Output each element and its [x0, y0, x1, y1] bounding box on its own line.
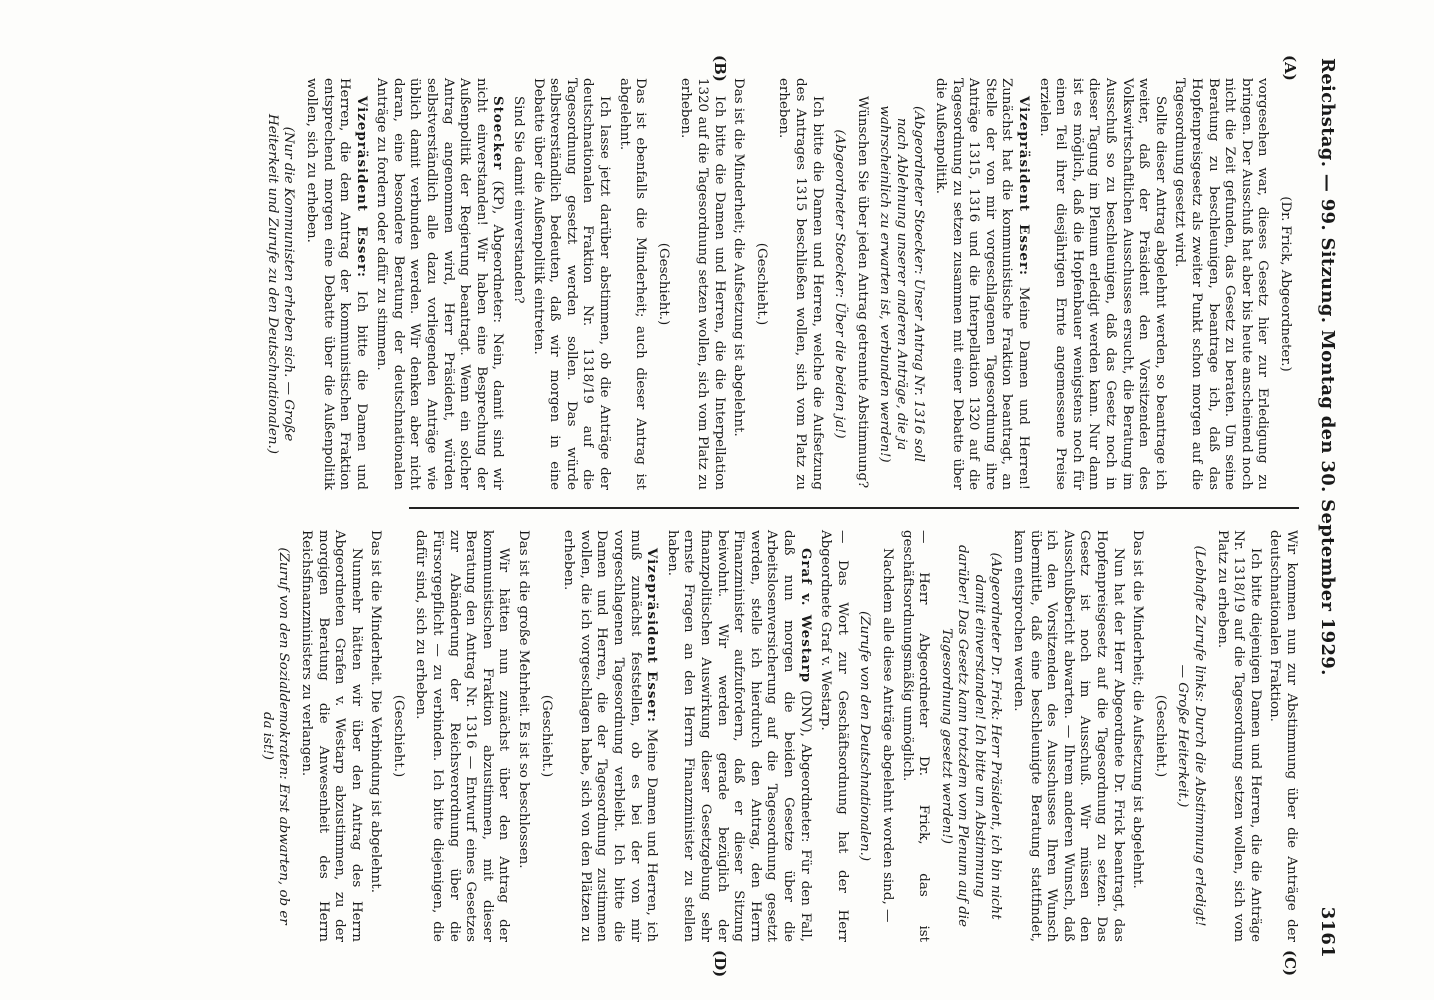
paragraph: [752, 78, 769, 490]
paragraph: [878, 530, 895, 942]
paragraph-text: Meine Damen und Herren! Zunächst hat die kommunistische Fraktion beantragt, an Stelle der von mir vorgeschlagenen Tagesordnung ihre Anträge 1315, 1316 und die Interpellation 1320 auf die Tagesordnung zu setzen zusammen mit einer Debatte über die Außenpolitik.: [933, 78, 1032, 490]
paragraph-text: vorgesehen war, dieses Gesetz hier zur Erledigung zu bringen. Der Ausschuß hat aber bis heute anscheinend noch nicht die Zeit gefunden, das Gesetz zu beraten. Um seine Beratung zu beschleunigen, beantrage ich, daß das Hopfenpreisgesetz als zweiter Punkt schon morgen auf die Tagesordnung gesetzt wird.: [1172, 78, 1271, 490]
paragraph-text: (Zurufe von den Deutschnationalen.): [857, 610, 873, 862]
paragraph-text: Nun hat der Herr Abgeordnete Dr. Frick beantragt, das Hopfenpreisgesetz auf die Tagesordnung zu setzen. Das Gesetz ist noch im Ausschuß. Wir müssen den Ausschußbericht abwarten. — Ihrem anderen Wunsch, daß ich den Vorsitzenden des Ausschusses Ihren Wunsch übermittle, daß eine beschleunigte Beratung stattfindet, kann entsprochen werden.: [1011, 530, 1126, 942]
page-number: 3161: [1317, 906, 1338, 958]
margin-mark-d: (D): [711, 950, 729, 978]
paragraph-text: Ich bitte die Damen und Herren, die dem Antrag der kommunistischen Fraktion entsprechend morgen eine Debatte über die Außenpolitik wollen, sich zu erheben.: [303, 78, 369, 490]
paragraph: [932, 78, 1033, 490]
paragraph-text: (Abgeordneter Stoecker: Über die beiden ja!): [832, 129, 848, 439]
page-header: [1310, 58, 1338, 958]
paragraph-text: Sind Sie damit einverstanden?: [511, 96, 527, 304]
paragraph-text: Wir kommen nun zur Abstimmung über die Anträge der deutschnationalen Fraktion.: [1267, 530, 1299, 942]
paragraph: [514, 530, 531, 942]
paragraph-text: Ich bitte diejenigen Damen und Herren, die die Anträge Nr. 1318/19 auf die Tagesordnung setzen wollen, sich vom Platz zu erheben.: [1214, 530, 1263, 942]
paragraph-text: (KP), Abgeordneter: Nein, damit sind wir nicht einverstanden! Wir haben eine Besprechung der Außenpolitik der Regierung beantragt. Wenn ein solcher Antrag angenommen wird, Herr Präsident, würden selbstverständlich alle dazu vorliegenden Anträge wie üblich damit verbunden werden. Wir denken aber nicht daran, eine besondere Beratung der deutschnationalen Anträge zu fordern oder dafür zu stimmen.: [374, 78, 506, 490]
paragraph: [876, 92, 926, 476]
paragraph: [775, 78, 825, 490]
speaker-name: Graf v. Westarp: [797, 548, 814, 684]
paragraph-text: Das ist die Minderheit. Die Verbindung ist abgelehnt.: [368, 530, 384, 893]
paragraph-text: Das ist die Minderheit; die Aufsetzung ist abgelehnt.: [1130, 530, 1146, 889]
paragraph: [937, 544, 1003, 928]
paragraph: [654, 78, 671, 490]
speaker-name: Stoecker: [490, 96, 507, 171]
paragraph-text: Meine Damen und Herren, ich muß zunächst feststellen, ob es bei der von mir vorgeschlagenen Tagesordnung verbleibt. Ich bitte die Damen und Herren, die der Tagesordnung zustimmen wollen, die ich vorgeschlagen habe, sich von den Plätzen zu erheben.: [561, 530, 660, 942]
speaker-name: Vizepräsident Esser:: [353, 96, 370, 278]
margin-mark-c: (C): [1281, 950, 1299, 977]
paragraph-text: Wir hätten nun zunächst über den Antrag der kommunistischen Fraktion abzustimmen, mit dieser Beratung den Antrag Nr. 1316 — Entwurf eines Gesetzes zur Abänderung der Reichsverordnung über die Fürsorgepflicht — zu verbinden. Ich bitte diejenigen, die dafür sind, sich zu erheben.: [413, 530, 512, 942]
paragraph-text: Ich lasse jetzt darüber abstimmen, ob die Anträge der deutschnationalen Fraktion Nr. 1318/19 auf die Tagesordnung gesetzt werden sollen. Das würde selbstverständlich bedeuten, daß wir morgen in eine Debatte über die Außenpolitik eintreten.: [530, 78, 613, 490]
margin-mark-b: (B): [711, 55, 729, 82]
paragraph-text: — Herr Abgeordneter Dr. Frick, das ist geschäftsordnungsmäßig unmöglich.: [899, 530, 932, 942]
paragraph-text: (Geschieht.): [753, 242, 769, 326]
paragraph: [1151, 530, 1168, 942]
paragraph: [615, 78, 648, 490]
paragraph-text: Nunmehr hätten wir über den Antrag des Herrn Abgeordneten Grafen v. Westarp abzustimmen, zu der morgigen Beratung die Anwesenheit des Herrn Reichsfinanzministers zu verlangen.: [298, 530, 364, 942]
paragraph: [373, 78, 507, 490]
paragraph: [1276, 78, 1293, 490]
paragraph: [509, 78, 526, 490]
paragraph-text: (Abgeordneter Stoecker: Unser Antrag Nr. 1316 soll nach Ablehnung unserer anderen Anträge, die ja wahrscheinlich zu erwarten ist, verbunden werden!): [877, 105, 926, 463]
paragraph: [1171, 78, 1271, 490]
paragraph: [560, 530, 661, 942]
paragraph: [297, 530, 363, 942]
paragraph: [537, 530, 554, 942]
paragraph-text: (Abgeordneter Dr. Frick: Herr Präsident, ich bin nicht damit einverstanden! Ich bitte um Abstimmung darüber! Das Gesetz kann trotzdem vom Plenum auf die Tagesordnung gesetzt werden!): [938, 544, 1004, 927]
paragraph: [663, 530, 813, 942]
margin-mark-a: (A): [1281, 55, 1299, 81]
paragraph-text: (DNV), Abgeordneter: Für den Fall, daß nun morgen die beiden Gesetze über die Arbeitslosenversicherung auf die Tagesordnung gesetzt werden, stelle ich hierdurch den Antrag, den Herrn Finanzminister aufzufordern, daß er dieser Sitzung beiwohnt. Wir werden gerade bezüglich der finanzpolitischen Auswirkung dieser Gesetzgebung sehr ernste Fragen an den Herrn Finanzminister zu stellen haben.: [664, 530, 813, 942]
paragraph-text: (Geschieht.): [390, 694, 406, 778]
speaker-name: Vizepräsident Esser:: [1016, 96, 1033, 276]
paragraph: [1010, 530, 1126, 942]
paragraph: [817, 530, 850, 942]
paragraph: [263, 92, 296, 476]
paragraph: [529, 78, 612, 490]
paragraph-text: (Geschieht.): [538, 694, 554, 778]
paragraph: [677, 78, 727, 490]
paragraph: [1266, 530, 1299, 942]
paragraph: [898, 530, 931, 942]
paragraph: [856, 544, 873, 928]
paragraph: [412, 530, 512, 942]
paragraph-text: (Zuruf von den Sozialdemokraten: Erst abwarten, ob er da ist!): [259, 547, 292, 925]
paragraph-text: Das ist die große Mehrheit. Es ist so beschlossen.: [516, 530, 532, 869]
paragraph: [258, 544, 291, 928]
paragraph: [367, 530, 384, 942]
paragraph-text: (Lebhafte Zurufe links: Durch die Abstimmung erledigt! — Große Heiterkeit.): [1175, 545, 1208, 927]
paragraph-text: — Das Wort zur Geschäftsordnung hat der Herr Abgeordnete Graf v. Westarp.: [818, 530, 850, 942]
paragraph-text: (Dr. Frick, Abgeordneter.): [1278, 196, 1293, 372]
paragraph-text: Sollte dieser Antrag abgelehnt werden, so beantrage ich weiter, daß der Präsident den Vorsitzenden des Volkswirtschaftlichen Ausschusses ersucht, die Beratung im Ausschuß so zu beschleunigen, daß das Gesetz noch in dieser Tagung im Plenum erledigt werden kann. Nur dann ist es möglich, daß die Hopfenbauer wenigstens noch für einen Teil ihrer diesjährigen Ernte angemessene Preise erzielen.: [1036, 78, 1168, 490]
paragraph: [1035, 78, 1168, 490]
paragraph: [730, 78, 747, 490]
paragraph: [302, 78, 369, 490]
paragraph: [1129, 530, 1146, 942]
paragraph-text: Nachdem alle diese Anträge abgelehnt worden sind, —: [879, 548, 895, 923]
running-title: Reichstag. — 99. Sitzung. Montag den 30. September 1929.: [1317, 58, 1338, 676]
paragraph-text: Ich bitte die Damen und Herren, welche die Aufsetzung des Antrages 1315 beschließen wollen, sich vom Platz zu erheben.: [776, 78, 825, 490]
paragraph-text: Das ist ebenfalls die Minderheit; auch dieser Antrag ist abgelehnt.: [616, 78, 649, 490]
paragraph-text: (Nur die Kommunisten erheben sich. — Große Heiterkeit und Zurufe zu den Deutschnationalen.): [264, 114, 297, 454]
paragraph-text: (Geschieht.): [655, 242, 671, 326]
paragraph: [853, 78, 870, 490]
paragraph-text: Das ist die Minderheit; die Aufsetzung ist abgelehnt.: [731, 78, 747, 437]
speaker-name: Vizepräsident Esser:: [644, 548, 661, 723]
paragraph: [1174, 544, 1207, 928]
left-column: [264, 78, 1299, 490]
paragraph: [831, 92, 848, 476]
paragraph-text: Wünschen Sie über jeden Antrag getrennte Abstimmung?: [854, 96, 870, 489]
right-column: [259, 530, 1299, 942]
paragraph: [389, 530, 406, 942]
paragraph-text: (Geschieht.): [1152, 694, 1168, 778]
column-divider: [409, 507, 1299, 509]
paragraph-text: Ich bitte die Damen und Herren, die die Interpellation 1320 auf die Tagesordnung setzen wollen, sich vom Platz zu erheben.: [678, 78, 727, 490]
paragraph: [1213, 530, 1263, 942]
